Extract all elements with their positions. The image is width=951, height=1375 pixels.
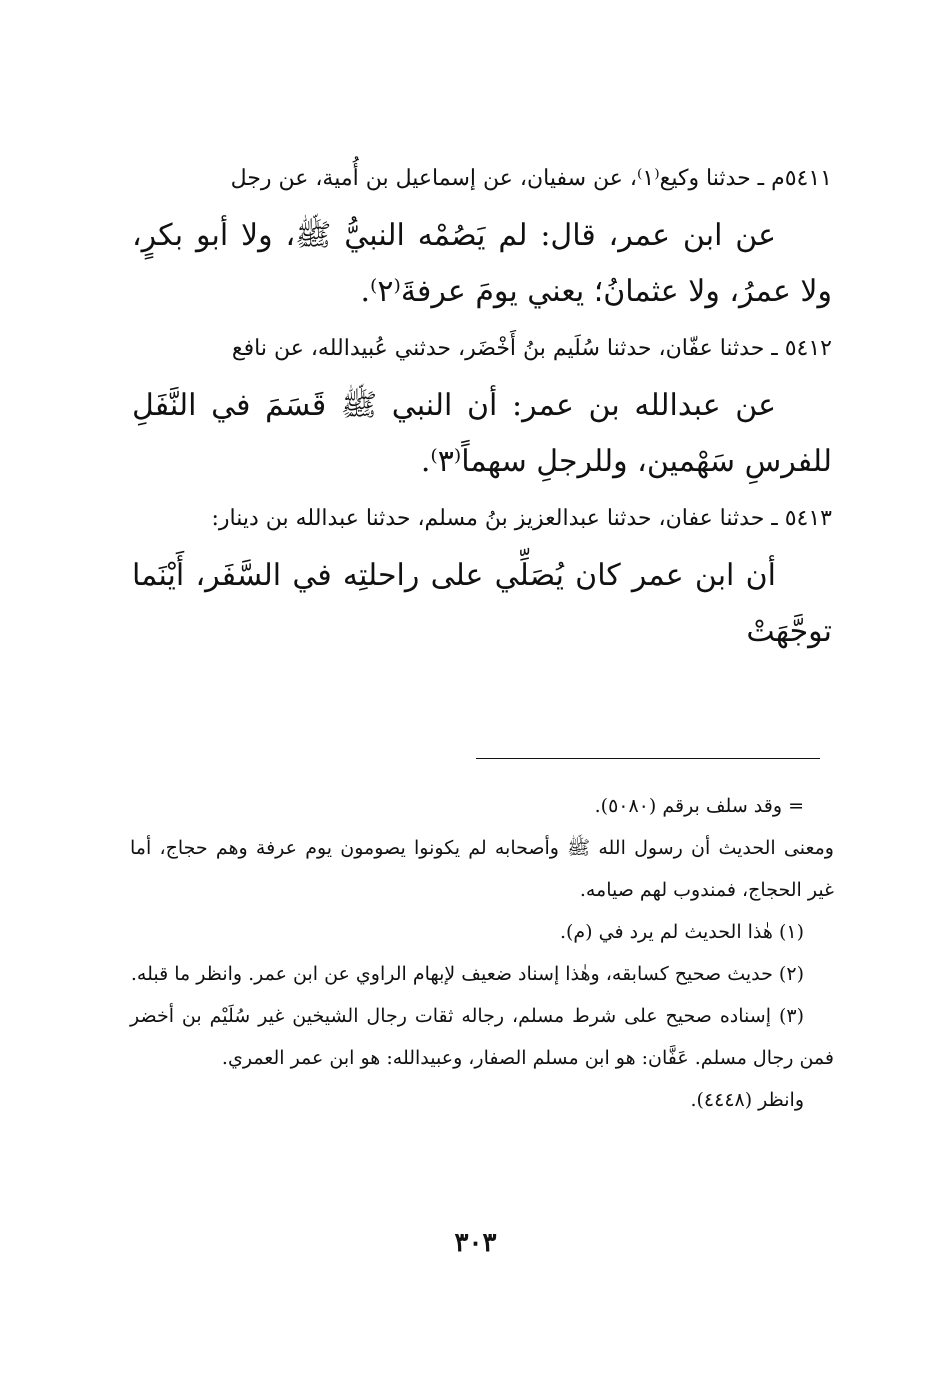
footnote-divider xyxy=(476,758,820,759)
page-number: ٣٠٣ xyxy=(454,1228,497,1258)
footnote-continuation: = وقد سلف برقم (٥٠٨٠). xyxy=(594,795,804,817)
hadith-5411-matn: عن ابن عمر، قال: لم يَصُمْه النبيُّ ﷺ، ولا أبو بكرٍ، ولا عمرُ، ولا عثمانُ؛ يعني يومَ عرفةَ⁽٢⁾. xyxy=(132,218,832,309)
footnote-1: (١) هٰذا الحديث لم يرد في (م). xyxy=(559,921,804,943)
footnote-explanation: ومعنى الحديث أن رسول الله ﷺ وأصحابه لم يكونوا يصومون يوم عرفة وهم حجاج، أما غير الحجاج، فمندوب لهم صيامه. xyxy=(130,837,834,901)
footnote-3: (٣) إسناده صحيح على شرط مسلم، رجاله ثقات رجال الشيخين غير سُلَيْم بن أخضر فمن رجال مسلم. عَفَّان: هو ابن مسلم الصفار، وعبيدالله: هو ابن عمر العمري. xyxy=(130,1005,834,1069)
hadith-5413-isnad: ٥٤١٣ ـ حدثنا عفان، حدثنا عبدالعزيز بنُ مسلم، حدثنا عبدالله بن دينار: xyxy=(211,506,832,531)
hadith-5413-matn: أن ابن عمر كان يُصَلِّي على راحلتِه في السَّفَر، أَيْنَما توجَّهَتْ xyxy=(132,558,832,649)
hadith-5411-isnad: ٥٤١١م ـ حدثنا وكيع⁽١⁾، عن سفيان، عن إسماعيل بن أُمية، عن رجل xyxy=(230,166,832,191)
footnote-3-see-also: وانظر (٤٤٤٨). xyxy=(690,1089,804,1111)
footnote-2: (٢) حديث صحيح كسابقه، وهٰذا إسناد ضعيف لإبهام الراوي عن ابن عمر. وانظر ما قبله. xyxy=(130,963,804,985)
main-text xyxy=(132,150,832,660)
hadith-5412-matn: عن عبدالله بن عمر: أن النبي ﷺ قَسَمَ في النَّفَلِ للفرسِ سَهْمين، وللرجلِ سهماً⁽٣⁾. xyxy=(132,388,832,479)
hadith-5412-isnad: ٥٤١٢ ـ حدثنا عفّان، حدثنا سُلَيم بنُ أَخْضَر، حدثني عُبيدالله، عن نافع xyxy=(231,336,832,361)
footnotes xyxy=(130,785,834,1121)
